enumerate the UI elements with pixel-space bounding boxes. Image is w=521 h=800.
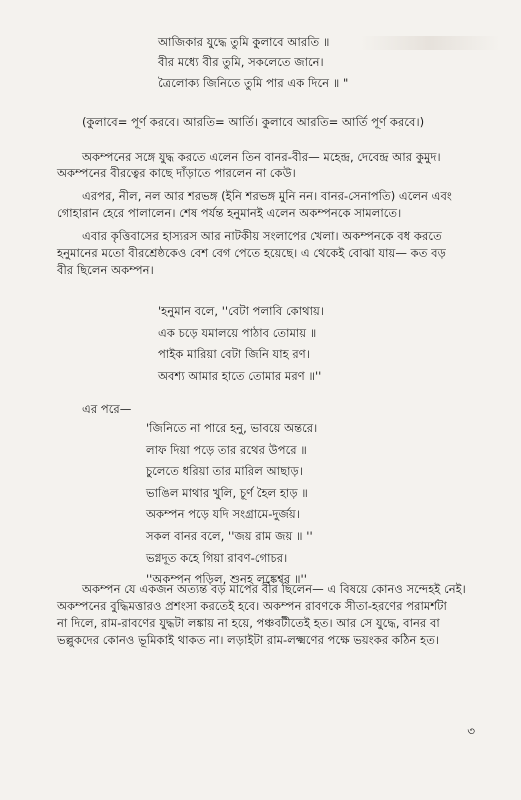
paragraph-line: হনুমানের মতো বীরশ্রেষ্ঠকেও বেশ বেগ পেতে হয়েছে। এ থেকেই বোঝা যায়— কত বড় [57,246,446,260]
verse-line: ভাঙিল মাথার খুলি, চূর্ণ হৈল হাড় ॥ [146,485,308,500]
verse-line: পাইক মারিয়া বেটা জিনি যাহ রণ। [158,347,310,362]
paragraph-line: এবার কৃত্তিবাসের হাস্যরস আর নাটকীয় সংলাপের খেলা। অকম্পনকে বধ করতে [82,229,442,243]
verse-line: অকম্পন পড়ে যদি সংগ্রামে-দুর্জয়। [146,507,300,522]
paragraph-line: অকম্পনের বুদ্ধিমত্তারও প্রশংসা করতেই হবে। অকম্পন রাবণকে সীতা-হরণের পরামর্শটা [57,599,447,613]
paragraph-line: অকম্পনের বীরত্বের কাছে দাঁড়াতে পারলেন না কেউ। [57,166,296,180]
verse-line: ''অকম্পন পড়িল, শুনহ লঙ্কেশ্বর ॥'' [146,572,307,587]
verse-line: অবশ্য আমার হাতে তোমার মরণ ॥'' [158,368,322,383]
gloss-note: (কুলাবে= পূর্ণ করবে। আরতি= আর্তি। কুলাবে আরতি= আর্তি পূর্ণ করবে।) [82,115,425,129]
verse-line: এক চড়ে যমালয়ে পাঠাব তোমায় ॥ [158,325,317,340]
verse-line: ত্রৈলোক্য জিনিতে তুমি পার এক দিনে ॥ " [158,75,349,90]
top-verse [158,32,348,93]
verse-line: বীর মধ্যে বীর তুমি, সকলেতে জানে। [158,55,324,70]
verse-line: সকল বানর বলে, ''জয় রাম জয় ॥ '' [146,528,313,543]
hanuman-verse [158,301,324,387]
paragraph-line: এরপর, নীল, নল আর শরভঙ্গ (ইনি শরভঙ্গ মুনি নন। বানর-সেনাপতি) এলেন এবং [82,189,452,203]
paragraph-line: বীর ছিলেন অকম্পন। [57,263,154,277]
paragraph-line: না দিলে, রাম-রাবণের যুদ্ধটা লঙ্কায় না হয়ে, পঞ্চবটীতেই হত। আর সে যুদ্ধে, বানর বা [57,616,440,630]
paragraph-line: গোহারান হেরে পালালেন। শেষ পর্যন্ত হনুমানই এলেন অকম্পনকে সামলাতে। [57,206,402,220]
verse-line: 'জিনিতে না পারে হনু, ভাবয়ে অন্তরে। [146,421,318,435]
verse-line: লাফ দিয়া পড়ে তার রথের উপরে ॥ [146,442,307,457]
after-label: এর পরে— [82,402,132,416]
print-smudge [360,36,500,50]
paragraph-line: অকম্পনের সঙ্গে যুদ্ধ করতে এলেন তিন বানর-বীর— মহেন্দ্র, দেবেন্দ্র আর কুমুদ। [82,150,441,164]
verse-line: ভগ্নদূত কহে গিয়া রাবণ-গোচর। [146,550,288,565]
battle-verse [146,418,317,591]
page-number: ৩ [467,724,475,738]
paragraph-line: ভল্লুকদের কোনও ভূমিকাই থাকত না। লড়াইটা রাম-লক্ষ্মণের পক্ষে ভয়ংকর কঠিন হত। [57,633,440,647]
verse-line: চুলেতে ধরিয়া তার মারিল আছাড়। [146,464,303,479]
paragraph-line: অকম্পন যে একজন অত্যন্ত বড় মাপের বীর ছিলেন— এ বিষয়ে কোনও সন্দেহই নেই। [82,582,466,596]
verse-line: 'হনুমান বলে, ''বেটা পলাবি কোথায়। [158,304,324,318]
verse-line: আজিকার যুদ্ধে তুমি কুলাবে আরতি ॥ [158,35,330,49]
